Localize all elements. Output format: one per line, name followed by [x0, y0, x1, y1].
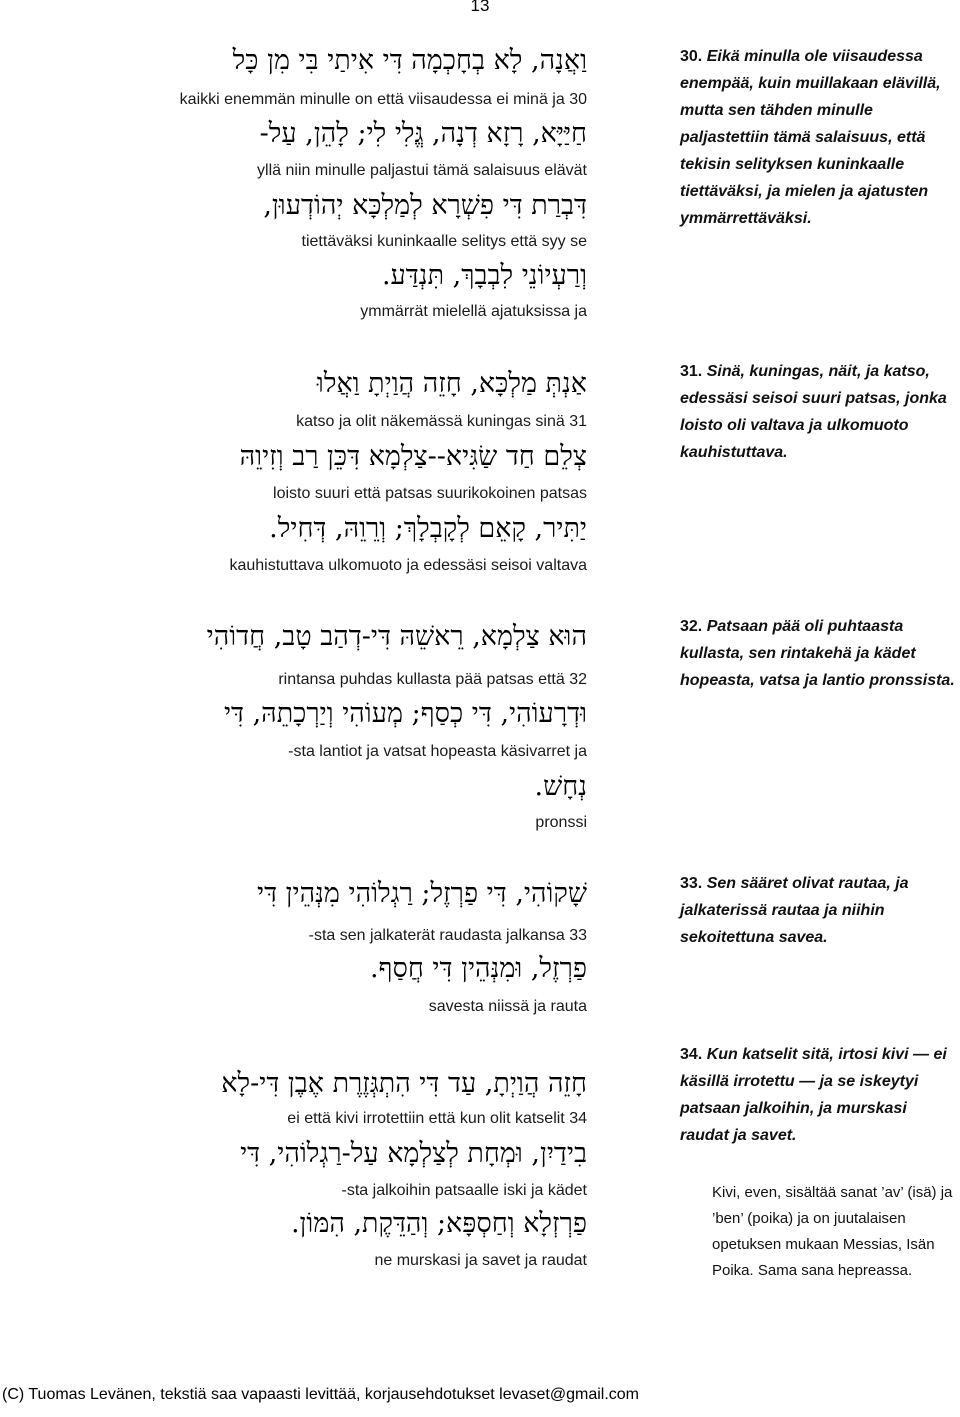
translation-note: Kivi, even, sisältää sanat ’av’ (isä) ja ’ben’ (poika) ja on juutalaisen opetuksen mukaan Messias, Isän Poika. Sama sana hepreassa. — [712, 1184, 953, 1279]
gloss-line: ne murskasi ja savet ja raudat — [374, 1252, 587, 1269]
hebrew-line: צְלֵם חַד שַׂגִּיא--צַלְמָא דִּכֵּן רַב וְזִיוֵהּ — [239, 441, 587, 472]
gloss-line: -sta jalkoihin patsaalle iski ja kädet — [341, 1182, 587, 1199]
hebrew-line: וְרַעְיוֹנֵי לִבְבָךְ, תִּנְדַּע. — [381, 260, 587, 291]
translation-32: 32. Patsaan pää oli puhtaasta kullasta, sen rintakehä ja kädet hopeasta, vatsa ja lantio pronssista. — [680, 618, 955, 689]
hebrew-line: שָׁקוֹהִי, דִּי פַרְזֶל; רַגְלוֹהִי מִנְּהֵין דִּי — [257, 878, 587, 909]
hebrew-line: הוּא צַלְמָא, רֵאשֵׁהּ דִּי-דְהַב טָב, חֲדוֹהִי — [206, 621, 587, 652]
hebrew-line: אַנְתְּ מַלְכָּא, חָזֵה הֲוַיְתָ וַאֲלוּ — [316, 368, 587, 399]
gloss-line: rintansa puhdas kullasta pää patsas että 32 — [278, 671, 587, 688]
gloss-line: ei että kivi irrotettiin että kun olit katselit 34 — [287, 1110, 587, 1127]
gloss-line: kaikki enemmän minulle on että viisaudessa ei minä ja 30 — [179, 91, 587, 108]
hebrew-line: נְחָשׁ. — [534, 771, 587, 802]
gloss-line: -sta lantiot ja vatsat hopeasta käsivarret ja — [288, 743, 587, 760]
hebrew-line: דִּבְרַת דִּי פִשְׁרָא לְמַלְכָּא יְהוֹדְעוּן, — [263, 190, 587, 221]
gloss-line: loisto suuri että patsas suurikokoinen patsas — [273, 485, 587, 502]
hebrew-line: וַאֲנָה, לָא בְחָכְמָה דִּי אִיתַי בִּי מִן כָּל — [232, 45, 587, 76]
gloss-line: yllä niin minulle paljastui tämä salaisuus elävät — [257, 162, 587, 179]
hebrew-line: יַתִּיר, קָאֵם לְקָבְלָךְ; וְרֵוֵהּ, דְּחִיל. — [269, 513, 587, 544]
gloss-line: -sta sen jalkaterät raudasta jalkansa 33 — [308, 927, 587, 944]
translation-30: 30. Eikä minulla ole viisaudessa enempää, kuin muillakaan elävillä, mutta sen tähden minulle paljastettiin tämä salaisuus, että tekisin selityksen kuninkaalle tiettäväksi, ja mielen ja ajatusten ymmärrettäväksi. — [680, 48, 941, 227]
hebrew-line: וּדְרָעוֹהִי, דִּי כְסַף; מְעוֹהִי וְיַרְכָתֵהּ, דִּי — [223, 698, 587, 729]
translation-31: 31. Sinä, kuningas, näit, ja katso, edessäsi seisoi suuri patsas, jonka loisto oli valtava ja ulkomuoto kauhistuttava. — [680, 363, 947, 461]
hebrew-line: בִידַיִן, וּמְחָת לְצַלְמָא עַל-רַגְלוֹהִי, דִּי — [240, 1138, 587, 1169]
gloss-line: pronssi — [535, 814, 587, 831]
gloss-line: ymmärrät mielellä ajatuksissa ja — [360, 303, 587, 320]
translation-34: 34. Kun katselit sitä, irtosi kivi — ei käsillä irrotettu — ja se iskeytyi patsaan jalkoihin, ja murskasi raudat ja savet. — [680, 1046, 947, 1144]
gloss-line: tiettäväksi kuninkaalle selitys että syy se — [301, 233, 587, 250]
gloss-line: katso ja olit näkemässä kuningas sinä 31 — [296, 413, 587, 430]
gloss-line: kauhistuttava ulkomuoto ja edessäsi seisoi valtava — [229, 557, 587, 574]
hebrew-line: חַיַּיָּא, רָזָא דְנָה, גֱּלִי לִי; לָהֵן, עַל- — [259, 118, 587, 149]
copyright-footer: (C) Tuomas Levänen, tekstiä saa vapaasti levittää, korjausehdotukset levaset@gmail.com — [2, 1386, 639, 1403]
gloss-line: savesta niissä ja rauta — [428, 998, 587, 1015]
hebrew-line: חָזֵה הֲוַיְתָ, עַד דִּי הִתְגְּזֶרֶת אֶבֶן דִּי-לָא — [221, 1068, 587, 1099]
hebrew-line: פַרְזְלָא וְחַסְפָּא; וְהַדֵּקֶת, הִמּוֹן. — [290, 1208, 587, 1239]
page-number: 13 — [470, 0, 490, 15]
hebrew-line: פַרְזֶל, וּמִנְּהֵין דִּי חֲסַף. — [369, 953, 587, 984]
translation-33: 33. Sen sääret olivat rautaa, ja jalkaterissä rautaa ja niihin sekoitettuna savea. — [680, 875, 909, 946]
